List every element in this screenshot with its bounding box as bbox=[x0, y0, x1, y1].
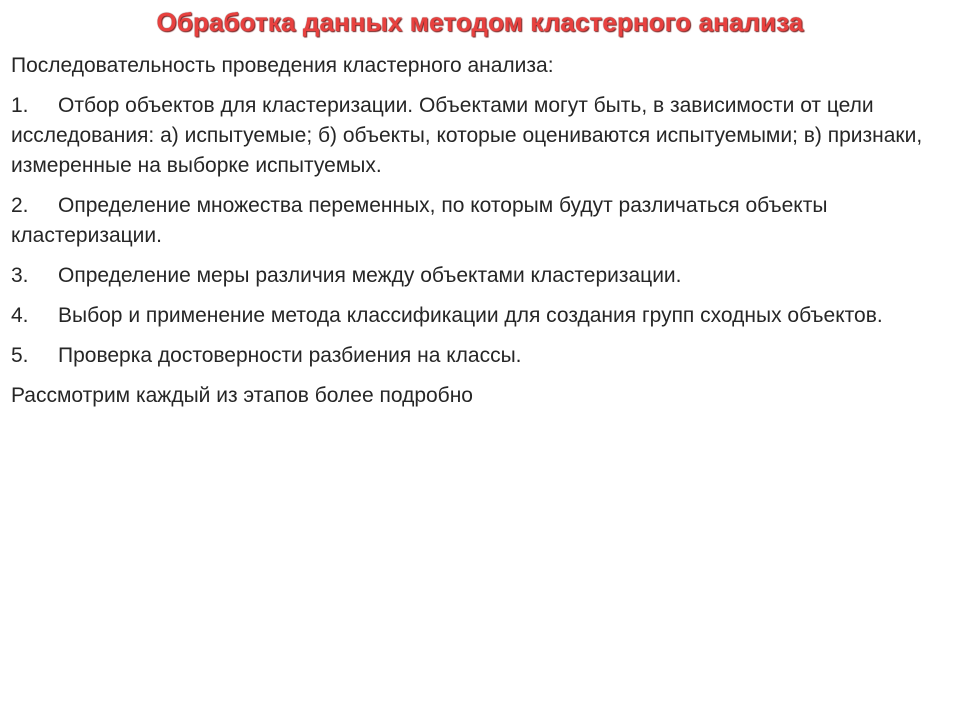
step-text: Выбор и применение метода классификации для создания групп сходных объектов. bbox=[58, 304, 883, 327]
intro-text: Последовательность проведения кластерного анализа: bbox=[11, 54, 554, 77]
slide-body bbox=[11, 51, 946, 421]
step-number: 1. bbox=[11, 94, 29, 117]
step-item-2 bbox=[11, 191, 946, 251]
step-item-4 bbox=[11, 301, 946, 331]
step-text: Определение множества переменных, по которым будут различаться объекты кластеризации. bbox=[11, 194, 828, 247]
step-text: Проверка достоверности разбиения на классы. bbox=[58, 344, 522, 367]
outro-text: Рассмотрим каждый из этапов более подробно bbox=[11, 384, 473, 407]
step-number: 4. bbox=[11, 304, 29, 327]
step-text: Отбор объектов для кластеризации. Объектами могут быть, в зависимости от цели исследования: а) испытуемые; б) объекты, которые оцениваются испытуемыми; в) признаки, измеренные на выборке испытуемых. bbox=[11, 94, 923, 177]
step-item-3 bbox=[11, 261, 946, 291]
step-item-1 bbox=[11, 91, 946, 181]
slide-title: Обработка данных методом кластерного анализа bbox=[156, 7, 804, 37]
step-number: 3. bbox=[11, 264, 29, 287]
step-item-5 bbox=[11, 341, 946, 371]
step-number: 5. bbox=[11, 344, 29, 367]
step-text: Определение меры различия между объектами кластеризации. bbox=[58, 264, 682, 287]
step-number: 2. bbox=[11, 194, 29, 217]
